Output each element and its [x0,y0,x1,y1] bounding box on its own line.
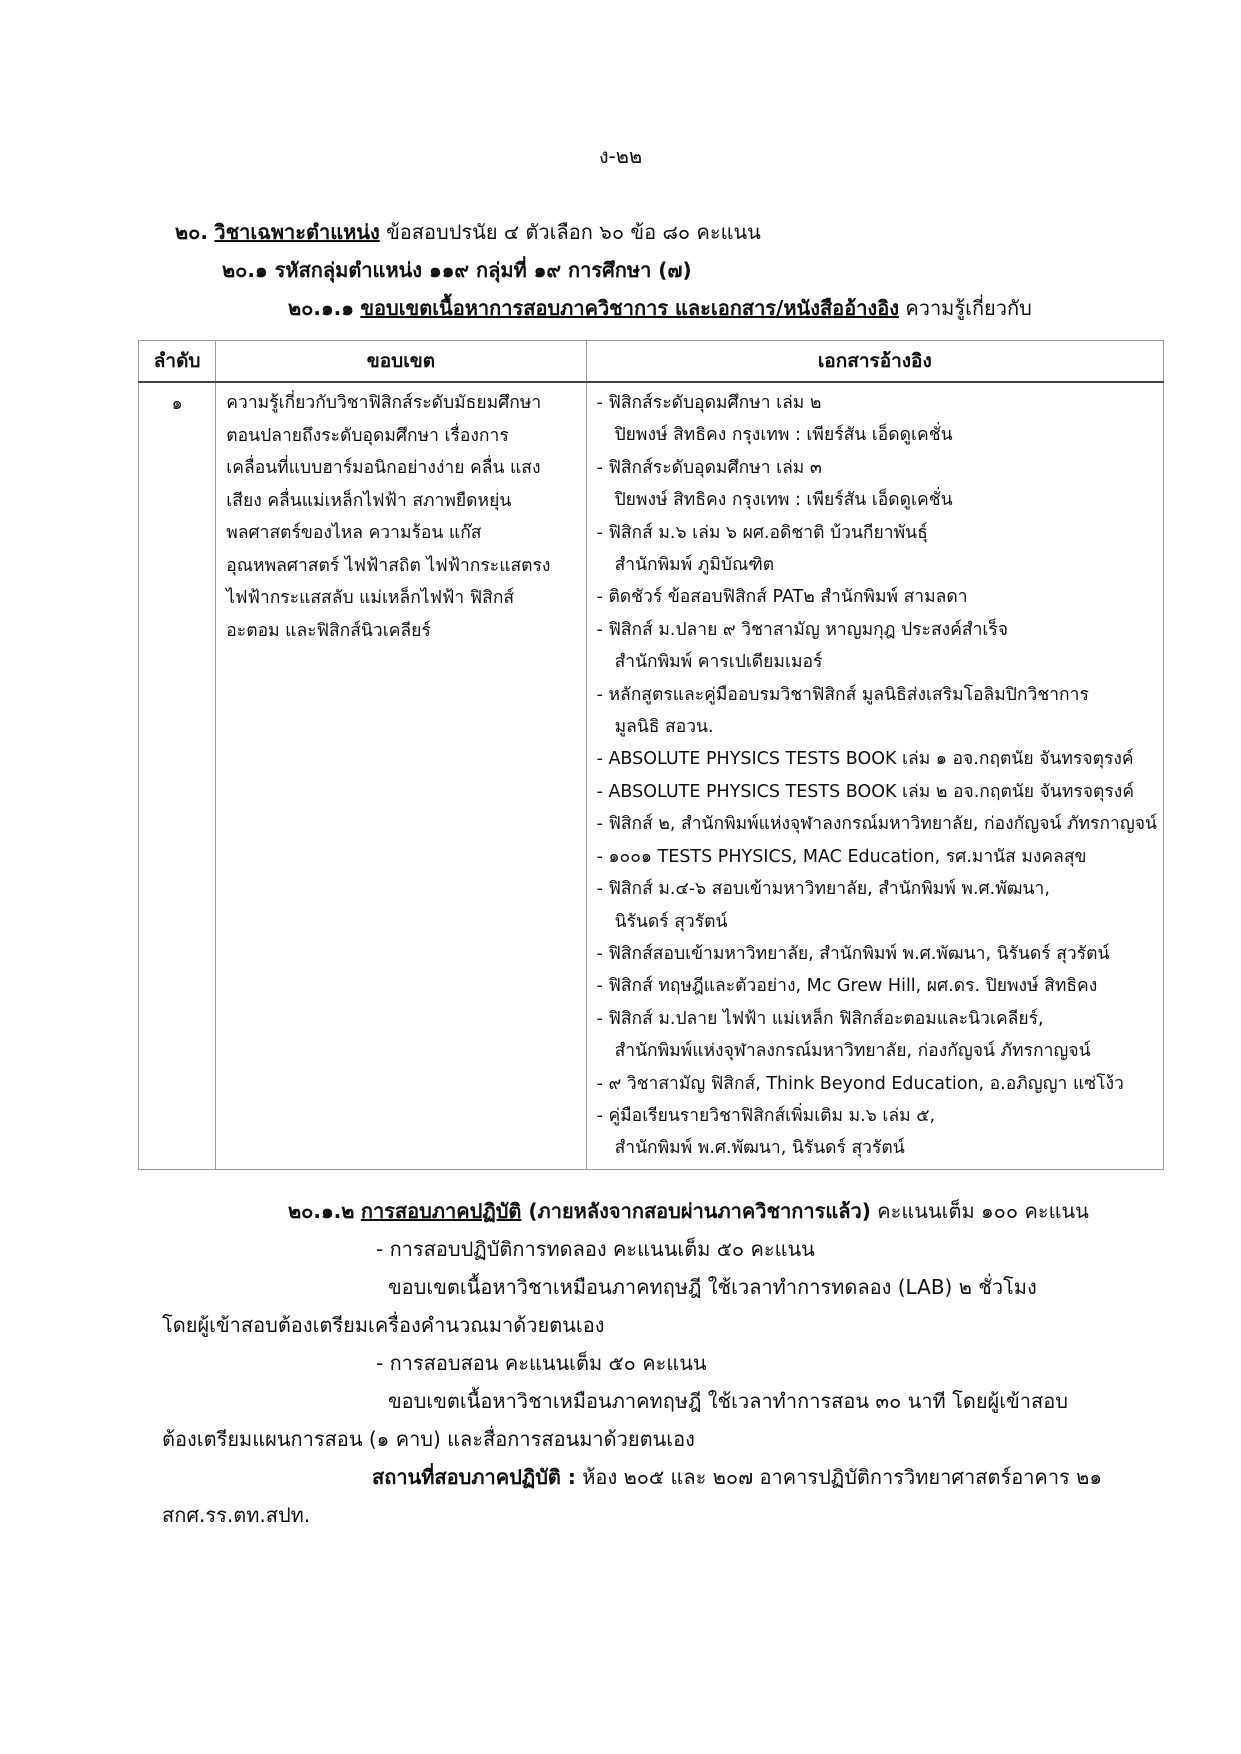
scope-line: ความรู้เกี่ยวกับวิชาฟิสิกส์ระดับมัธยมศึกษา [226,393,542,413]
row-order: ๑ [139,382,216,1169]
table-header-row [139,341,1164,383]
section-20-1-1-number: ๒๐.๑.๑ [288,296,354,320]
page-number: ง-๒๒ [598,144,643,168]
reference-line: - ฟิสิกส์ ม.ปลาย ไฟฟ้า แม่เหล็ก ฟิสิกส์อะตอมและนิวเคลียร์, [596,1008,1044,1029]
lab-exam-description: ขอบเขตเนื้อหาวิชาเหมือนภาคทฤษฎี ใช้เวลาทำการทดลอง (LAB) ๒ ชั่วโมง [388,1275,1037,1299]
header-scope: ขอบเขต [216,341,586,383]
reference-line: - ติดชัวร์ ข้อสอบฟิสิกส์ PAT๒ สำนักพิมพ์ สามลดา [596,587,968,608]
header-references: เอกสารอ้างอิง [586,341,1163,383]
scope-line: เคลื่อนที่แบบฮาร์มอนิกอย่างง่าย คลื่น แสง [226,458,541,478]
section-20-1-2-number: ๒๐.๑.๒ [288,1199,355,1223]
reference-line: - ฟิสิกส์สอบเข้ามหาวิทยาลัย, สำนักพิมพ์ พ.ศ.พัฒนา, นิรันดร์ สุวรัตน์ [596,943,1110,964]
reference-line: ปิยพงษ์ สิทธิคง กรุงเทพ : เพียร์สัน เอ็ดดูเคชั่น [614,490,953,511]
row-scope [216,382,586,1169]
reference-line: - ABSOLUTE PHYSICS TESTS BOOK เล่ม ๒ อจ.กฤตนัย จันทรจตุรงค์ [596,781,1135,802]
scope-line: พลศาสตร์ของไหล ความร้อน แก๊ส [226,523,482,543]
teaching-exam-description: ขอบเขตเนื้อหาวิชาเหมือนภาคทฤษฎี ใช้เวลาทำการสอน ๓๐ นาที โดยผู้เข้าสอบ [388,1389,1068,1413]
section-20-1-heading: ๒๐.๑ รหัสกลุ่มตำแหน่ง ๑๑๙ กลุ่มที่ ๑๙ การศึกษา (๗) [222,258,692,282]
reference-line: - ฟิสิกส์ ทฤษฎีและตัวอย่าง, Mc Grew Hill, ผศ.ดร. ปิยพงษ์ สิทธิคง [596,976,1098,997]
section-20-1-1-description: ความรู้เกี่ยวกับ [898,296,1032,320]
venue-line [372,1460,1102,1494]
reference-line: สำนักพิมพ์แห่งจุฬาลงกรณ์มหาวิทยาลัย, ก่องกัญจน์ ภัทรกาญจน์ [614,1041,1091,1062]
table-row [139,382,1164,1169]
venue-text: ห้อง ๒๐๕ และ ๒๐๗ อาคารปฏิบัติการวิทยาศาสตร์อาคาร ๒๑ [575,1465,1103,1489]
section-20-1-2-note: (ภายหลังจากสอบผ่านภาควิชาการแล้ว) [521,1199,871,1223]
lab-exam-item: - การสอบปฏิบัติการทดลอง คะแนนเต็ม ๕๐ คะแนน [376,1237,815,1261]
reference-line: ปิยพงษ์ สิทธิคง กรุงเทพ : เพียร์สัน เอ็ดดูเคชั่น [614,425,953,446]
section-20-1-2-description: คะแนนเต็ม ๑๐๐ คะแนน [870,1199,1089,1223]
row-references [586,382,1163,1169]
reference-line: - ฟิสิกส์ ม.๖ เล่ม ๖ ผศ.อดิชาติ บ้วนกียาพันธุ์ [596,522,928,543]
reference-line: - ฟิสิกส์ ๒, สำนักพิมพ์แห่งจุฬาลงกรณ์มหาวิทยาลัย, ก่องกัญจน์ ภัทรกาญจน์ [596,814,1157,835]
reference-line: สำนักพิมพ์ ภูมิบัณฑิต [614,555,775,576]
scope-line: เสียง คลื่นแม่เหล็กไฟฟ้า สภาพยืดหยุ่น [226,490,512,511]
section-20-1-1-title: ขอบเขตเนื้อหาการสอบภาควิชาการ และเอกสาร/หนังสืออ้างอิง [360,296,899,320]
teaching-exam-item: - การสอบสอน คะแนนเต็ม ๕๐ คะแนน [376,1351,707,1375]
venue-text-cont: สกศ.รร.ตท.สปท. [162,1503,311,1527]
section-20-1-1-heading [288,291,1032,325]
lab-exam-description-cont: โดยผู้เข้าสอบต้องเตรียมเครื่องคำนวณมาด้วยตนเอง [162,1313,605,1337]
section-20-title: วิชาเฉพาะตำแหน่ง [214,220,380,244]
scope-line: อะตอม และฟิสิกส์นิวเคลียร์ [226,620,431,641]
reference-line: - ฟิสิกส์ ม.ปลาย ๙ วิชาสามัญ หาญมกุฎ ประสงค์สำเร็จ [596,619,1009,640]
reference-line: สำนักพิมพ์ พ.ศ.พัฒนา, นิรันดร์ สุวรัตน์ [614,1138,905,1159]
scope-line: ตอนปลายถึงระดับอุดมศึกษา เรื่องการ [226,425,509,446]
reference-line: - ฟิสิกส์ระดับอุดมศึกษา เล่ม ๒ [596,393,822,413]
reference-line: - ฟิสิกส์ ม.๔-๖ สอบเข้ามหาวิทยาลัย, สำนักพิมพ์ พ.ศ.พัฒนา, [596,879,1050,900]
reference-line: - ฟิสิกส์ระดับอุดมศึกษา เล่ม ๓ [596,457,822,478]
reference-line: - ๙ วิชาสามัญ ฟิสิกส์, Think Beyond Education, อ.อภิญญา แซ่โง้ว [596,1073,1124,1094]
venue-label: สถานที่สอบภาคปฏิบัติ : [372,1465,576,1489]
reference-line: - หลักสูตรและคู่มืออบรมวิชาฟิสิกส์ มูลนิธิส่งเสริมโอลิมปิกวิชาการ [596,684,1089,705]
reference-line: - ๑๐๐๑ TESTS PHYSICS, MAC Education, รศ.มานัส มงคลสุข [596,846,1087,867]
teaching-exam-description-cont: ต้องเตรียมแผนการสอน (๑ คาบ) และสื่อการสอนมาด้วยตนเอง [162,1427,695,1451]
reference-line: นิรันดร์ สุวรัตน์ [614,911,728,932]
section-20-1-2-title: การสอบภาคปฏิบัติ [360,1199,522,1223]
section-20-description: ข้อสอบปรนัย ๔ ตัวเลือก ๖๐ ข้อ ๘๐ คะแนน [379,220,761,244]
scope-line: อุณหพลศาสตร์ ไฟฟ้าสถิต ไฟฟ้ากระแสตรง [226,555,551,576]
reference-table [138,340,1164,1170]
reference-line: - คู่มือเรียนรายวิชาฟิสิกส์เพิ่มเติม ม.๖ เล่ม ๕, [596,1105,936,1126]
reference-line: มูลนิธิ สอวน. [614,717,714,738]
section-20-1-2-heading [288,1194,1089,1228]
section-20-heading [175,215,761,249]
section-20-number: ๒๐. [175,220,208,244]
reference-line: - ABSOLUTE PHYSICS TESTS BOOK เล่ม ๑ อจ.กฤตนัย จันทรจตุรงค์ [596,749,1134,770]
header-order: ลำดับ [139,341,216,383]
scope-line: ไฟฟ้ากระแสสลับ แม่เหล็กไฟฟ้า ฟิสิกส์ [226,588,515,608]
reference-line: สำนักพิมพ์ คารเปเดียมเมอร์ [614,652,823,673]
